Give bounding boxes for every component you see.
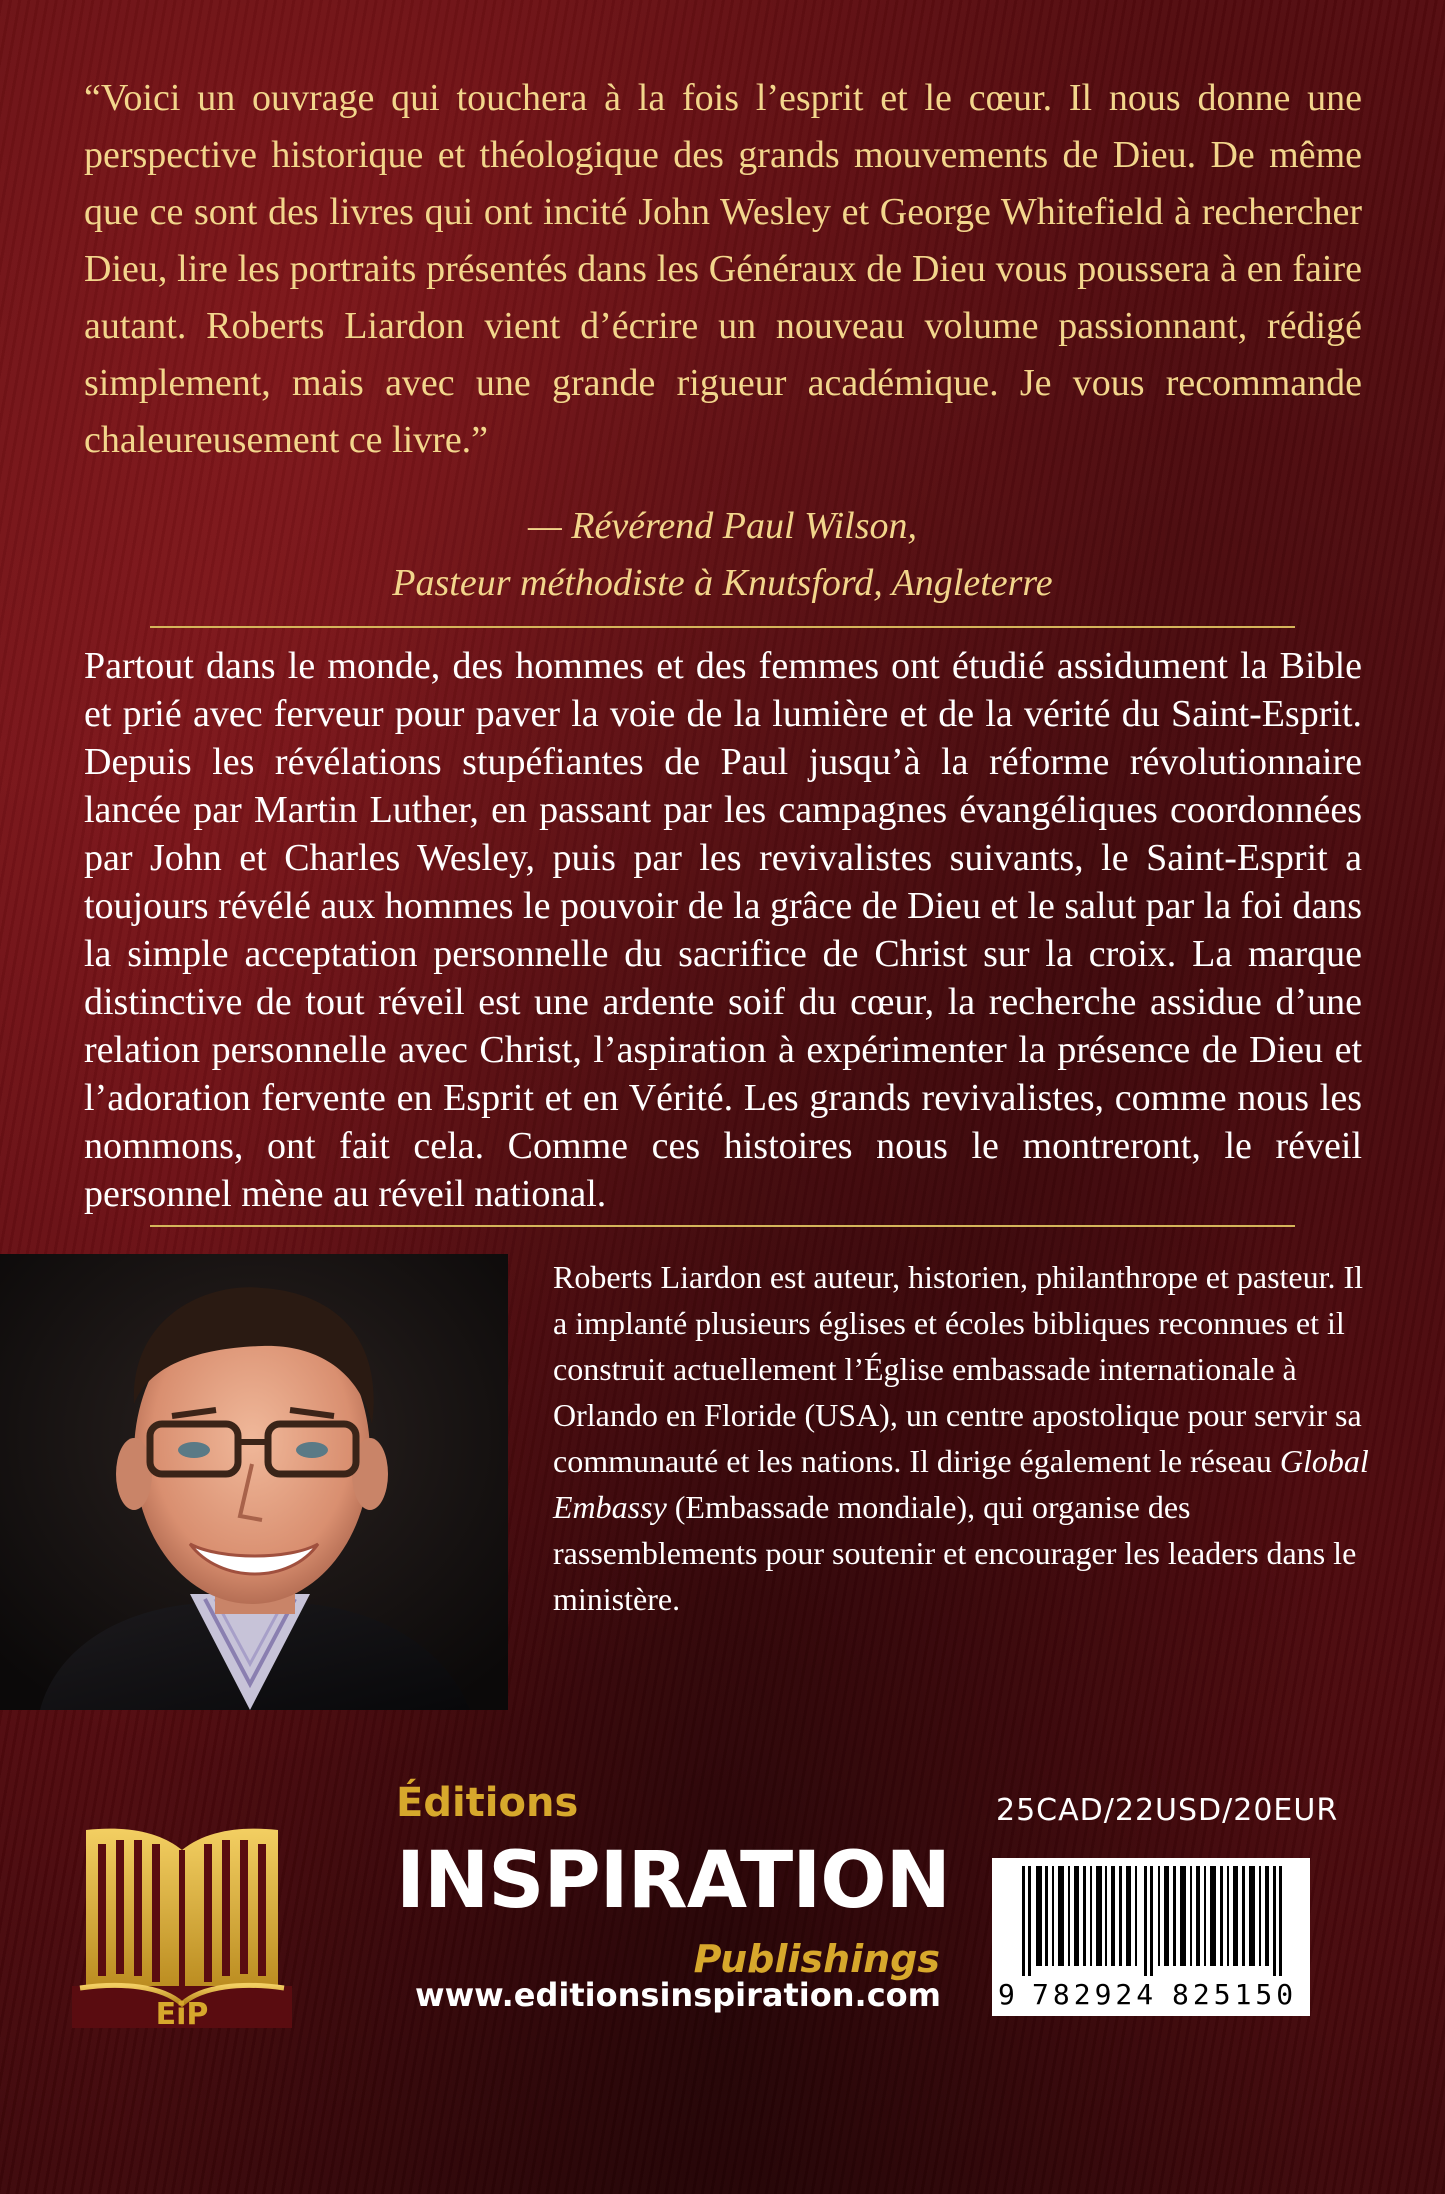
quote-attribution — [0, 498, 1445, 612]
barcode-icon — [992, 1858, 1310, 1976]
author-bio-text-1: Roberts Liardon est auteur, historien, philanthrope et pasteur. Il a implanté plusieurs églises et écoles bibliques reconnues et il construit actuellement l’Église embassade internationale à Orlando en Floride (USA), un centre apostolique pour servir sa communauté et les nations. Il dirige également le réseau — [553, 1259, 1364, 1479]
author-photo — [0, 1254, 508, 1710]
divider-top — [150, 626, 1295, 628]
author-bio-italic: Global Embassy — [553, 1443, 1369, 1525]
price-label: 25CAD/22USD/20EUR — [996, 1793, 1339, 1828]
publisher-publishings: Publishings — [693, 1937, 940, 1981]
barcode-digits — [992, 1976, 1310, 2016]
book-description: Partout dans le monde, des hommes et des femmes ont étudié assidument la Bible et prié avec ferveur pour paver la voie de la lumière et de la vérité du Saint-Esprit. Depuis les révélations stupéfiantes de Paul jusqu’à la réforme révolutionnaire lancée par Martin Luther, en passant par les campagnes évangéliques coordonnées par John et Charles Wesley, puis par les revivalistes suivants, le Saint-Esprit a toujours révélé aux hommes le pouvoir de la grâce de Dieu et le salut par la foi dans la simple acceptation personnelle du sacrifice de Christ sur la croix. La marque distinctive de tout réveil est une ardente soif du cœur, la recherche assidue d’une relation personnelle avec Christ, l’aspiration à expérimenter la présence de Dieu et l’adoration fervente en Esprit et en Vérité. Les grands revivalistes, comme nous les nommons, ont fait cela. Comme ces histoires nous le montreront, le réveil personnel mène au réveil national. — [84, 645, 1362, 1215]
publisher-url: www.editionsinspiration.com — [415, 1976, 941, 2014]
endorsement-quote: “Voici un ouvrage qui touchera à la fois l’esprit et le cœur. Il nous donne une perspective historique et théologique des grands mouvements de Dieu. De même que ce sont des livres qui ont incité John Wesley et George Whitefield à rechercher Dieu, lire les portraits présentés dans les Généraux de Dieu vous poussera à en faire autant. Roberts Liardon vient d’écrire un nouveau volume passionnant, rédigé simplement, mais avec une grande rigueur académique. Je vous recommande chaleureusement ce livre.” — [84, 77, 1362, 461]
author-portrait-illustration — [0, 1254, 508, 1710]
publisher-name: INSPIRATION — [396, 1836, 950, 1926]
author-bio-text-2: (Embassade mondiale), qui organise des rassemblements pour soutenir et encourager les leaders dans le ministère. — [553, 1489, 1357, 1617]
barcode-first-digit: 9 — [998, 1978, 1015, 2011]
attribution-name: — Révérend Paul Wilson, — [527, 505, 918, 547]
attribution-title: Pasteur méthodiste à Knutsford, Angleterre — [392, 562, 1053, 604]
open-book-logo-icon — [72, 1790, 292, 2030]
logo-letters: EiP — [155, 1997, 209, 2030]
barcode-right-group: 825150 — [1172, 1978, 1298, 2011]
author-bio — [553, 1254, 1373, 1622]
isbn-barcode — [992, 1858, 1310, 2016]
publisher-editions: Éditions — [396, 1780, 579, 1826]
barcode-left-group: 782924 — [1032, 1978, 1158, 2011]
divider-bottom — [150, 1225, 1295, 1227]
